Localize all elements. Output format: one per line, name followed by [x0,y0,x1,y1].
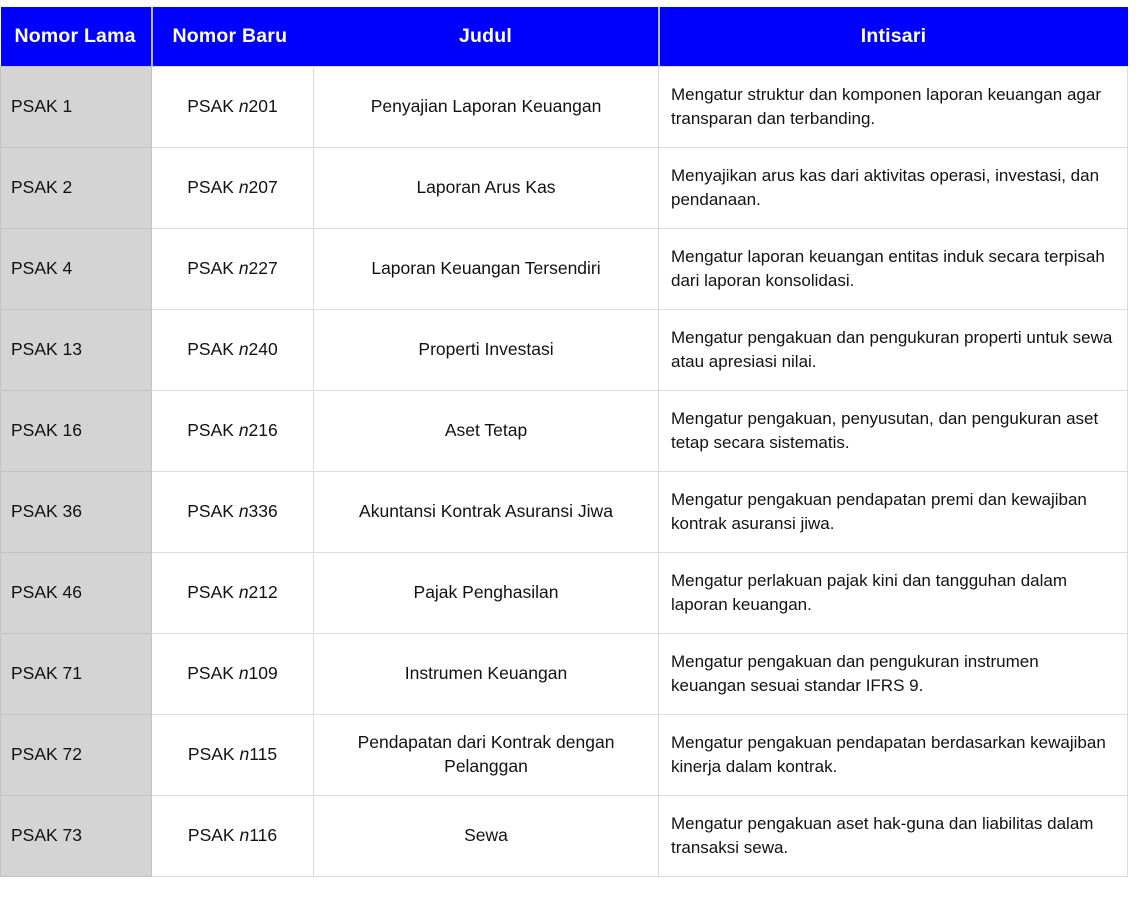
cell-judul: Pendapatan dari Kontrak dengan Pelanggan [314,714,659,795]
table-row [1,309,1128,390]
cell-nomor-baru [152,471,314,552]
cell-intisari: Mengatur laporan keuangan entitas induk secara terpisah dari laporan konsolidasi. [659,228,1128,309]
cell-intisari: Mengatur pengakuan pendapatan premi dan kewajiban kontrak asuransi jiwa. [659,471,1128,552]
cell-intisari: Menyajikan arus kas dari aktivitas operasi, investasi, dan pendanaan. [659,147,1128,228]
cell-nomor-lama: PSAK 71 [1,633,152,714]
cell-judul: Instrumen Keuangan [314,633,659,714]
cell-intisari: Mengatur pengakuan, penyusutan, dan pengukuran aset tetap secara sistematis. [659,390,1128,471]
cell-nomor-baru [152,390,314,471]
cell-judul: Laporan Arus Kas [314,147,659,228]
table-body [1,66,1128,876]
table-row [1,147,1128,228]
cell-judul: Pajak Penghasilan [314,552,659,633]
cell-judul: Properti Investasi [314,309,659,390]
table-header [1,7,1128,66]
nomor-baru-number: 116 [249,825,278,845]
cell-nomor-lama: PSAK 4 [1,228,152,309]
nomor-baru-italic-marker: n [238,258,249,278]
cell-intisari: Mengatur pengakuan dan pengukuran instrumen keuangan sesuai standar IFRS 9. [659,633,1128,714]
cell-judul: Penyajian Laporan Keuangan [314,66,659,147]
nomor-baru-prefix: PSAK [187,663,239,683]
cell-nomor-baru [152,714,314,795]
psak-mapping-table [0,7,1128,877]
nomor-baru-number: 207 [248,177,278,197]
table-row [1,390,1128,471]
column-header-nomor-lama: Nomor Lama [1,7,152,66]
column-header-nomor-baru: Nomor Baru [152,7,314,66]
cell-nomor-lama: PSAK 46 [1,552,152,633]
cell-judul: Sewa [314,795,659,876]
nomor-baru-number: 240 [248,339,278,359]
table-row [1,552,1128,633]
nomor-baru-prefix: PSAK [187,825,240,845]
cell-nomor-baru [152,228,314,309]
cell-intisari: Mengatur pengakuan aset hak-guna dan liabilitas dalam transaksi sewa. [659,795,1128,876]
cell-nomor-baru [152,552,314,633]
nomor-baru-number: 115 [249,744,278,764]
nomor-baru-prefix: PSAK [187,582,239,602]
nomor-baru-italic-marker: n [239,825,250,845]
nomor-baru-prefix: PSAK [187,420,239,440]
cell-nomor-baru [152,147,314,228]
cell-judul: Laporan Keuangan Tersendiri [314,228,659,309]
nomor-baru-italic-marker: n [238,339,249,359]
nomor-baru-number: 201 [248,96,278,116]
table-row [1,795,1128,876]
nomor-baru-italic-marker: n [238,501,249,521]
nomor-baru-prefix: PSAK [187,339,239,359]
column-header-judul: Judul [314,7,659,66]
cell-nomor-baru [152,309,314,390]
table-row [1,714,1128,795]
cell-intisari: Mengatur perlakuan pajak kini dan tangguhan dalam laporan keuangan. [659,552,1128,633]
cell-nomor-lama: PSAK 16 [1,390,152,471]
nomor-baru-prefix: PSAK [187,501,239,521]
cell-nomor-lama: PSAK 2 [1,147,152,228]
nomor-baru-prefix: PSAK [187,177,239,197]
cell-nomor-lama: PSAK 73 [1,795,152,876]
nomor-baru-number: 212 [248,582,278,602]
table-row [1,66,1128,147]
cell-nomor-baru [152,795,314,876]
nomor-baru-italic-marker: n [238,663,249,683]
nomor-baru-italic-marker: n [239,744,250,764]
table-row [1,471,1128,552]
nomor-baru-number: 216 [248,420,278,440]
nomor-baru-prefix: PSAK [187,96,239,116]
cell-nomor-lama: PSAK 1 [1,66,152,147]
cell-nomor-baru [152,66,314,147]
psak-table-container [0,7,1127,877]
cell-intisari: Mengatur pengakuan dan pengukuran properti untuk sewa atau apresiasi nilai. [659,309,1128,390]
nomor-baru-number: 227 [248,258,278,278]
nomor-baru-number: 336 [248,501,278,521]
nomor-baru-number: 109 [248,663,278,683]
cell-nomor-baru [152,633,314,714]
cell-judul: Akuntansi Kontrak Asuransi Jiwa [314,471,659,552]
cell-nomor-lama: PSAK 13 [1,309,152,390]
nomor-baru-prefix: PSAK [187,744,240,764]
cell-intisari: Mengatur pengakuan pendapatan berdasarkan kewajiban kinerja dalam kontrak. [659,714,1128,795]
cell-nomor-lama: PSAK 72 [1,714,152,795]
nomor-baru-italic-marker: n [238,420,249,440]
nomor-baru-italic-marker: n [238,582,249,602]
nomor-baru-prefix: PSAK [187,258,239,278]
table-row [1,633,1128,714]
column-header-intisari: Intisari [659,7,1128,66]
cell-judul: Aset Tetap [314,390,659,471]
header-row [1,7,1128,66]
nomor-baru-italic-marker: n [238,177,249,197]
nomor-baru-italic-marker: n [238,96,249,116]
cell-intisari: Mengatur struktur dan komponen laporan keuangan agar transparan dan terbanding. [659,66,1128,147]
table-row [1,228,1128,309]
cell-nomor-lama: PSAK 36 [1,471,152,552]
